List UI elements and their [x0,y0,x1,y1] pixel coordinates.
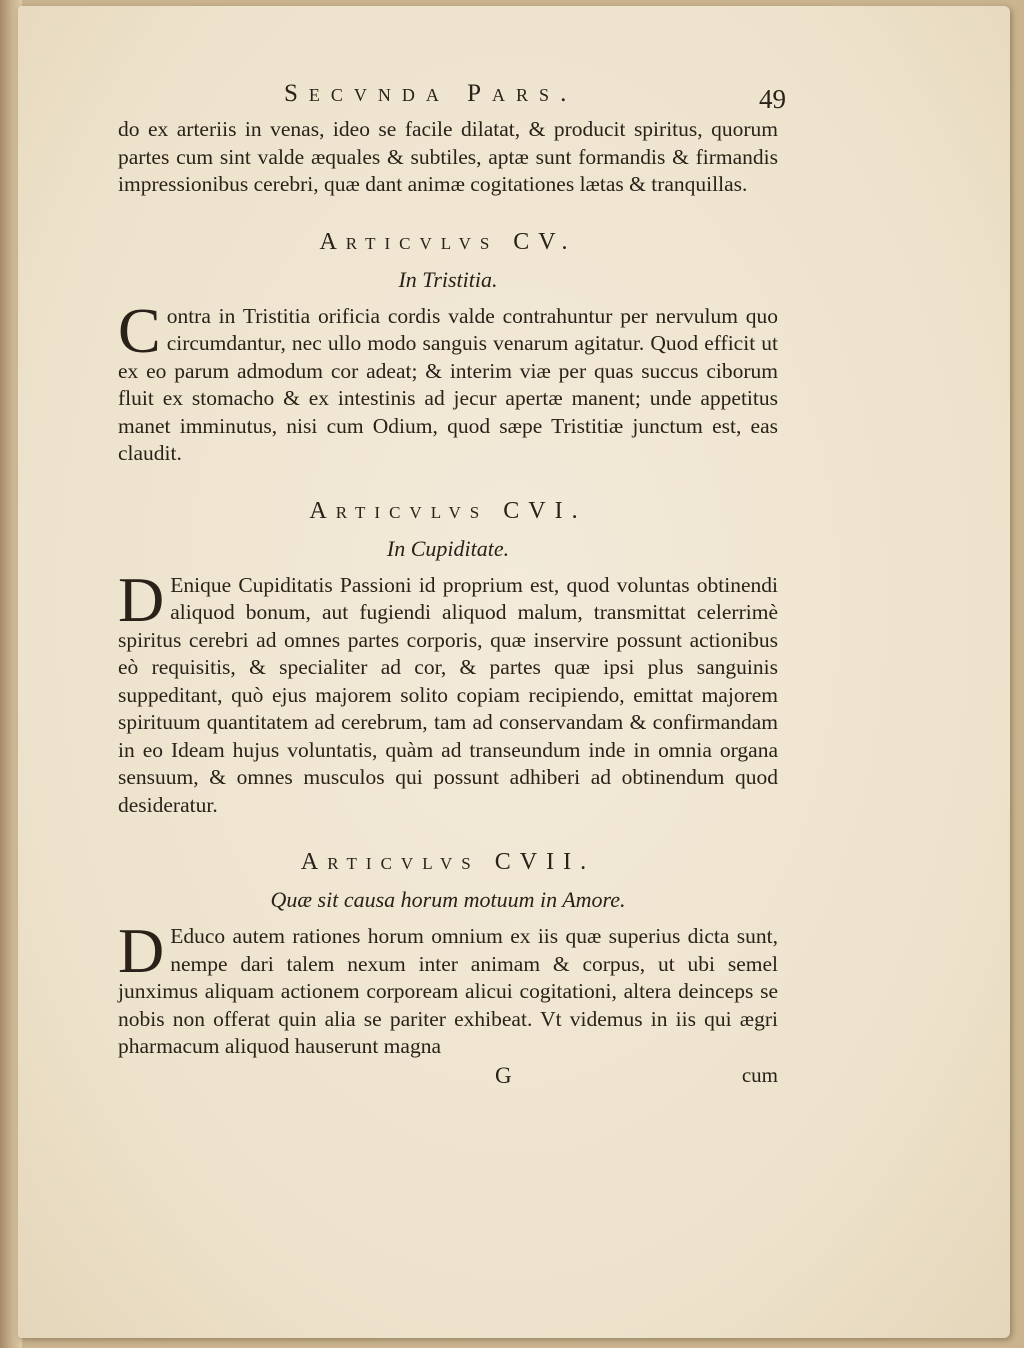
catchword: cum [741,1062,778,1087]
signature-mark: G [495,1062,512,1088]
page-number: 49 [759,84,786,114]
article-subtitle: Quæ sit causa horum motuum in Amore. [270,887,626,912]
article-body: Educo autem rationes horum omnium ex iis quæ superius dicta sunt, nempe dari talem nexum inter animam & corpus, ut ubi semel junximus aliquam actionem corpoream alicui cogitationi, altera deinceps se nobis non offerat quin alia se pariter exhibeat. Vt videmus in iis qui ægri pharmacum aliquod hauserunt magna [118,924,778,1058]
book-page [18,6,1010,1338]
page-content [118,80,786,1093]
article-body: Enique Cupiditatis Passioni id proprium est, quod voluntas obtinendi aliquod bonum, aut fugiendi aliquod malum, transmittat celerrimè spiritus cerebri ad omnes partes corporis, quæ inservire possunt actionibus eò requisitis, & specialiter ad cor, & partes quæ ipsi plus sanguinis suppeditant, quò ejus majorem solito copiam recipiendo, emittat majorem spirituum quantitatem ad cerebrum, tam ad conservandam & confirmandam in eo Ideam hujus voluntatis, quàm ad transeundum inde in omnia organa sensuum, & omnes musculos qui possunt adhiberi ad obtinendum quod desideratur. [118,572,778,817]
article-text [118,563,778,820]
article-heading: Articvlvs CVI. [309,497,587,524]
page-footer [118,1063,778,1093]
article-cvi [118,498,778,820]
article-cv [118,229,778,468]
article-text [118,915,778,1061]
drop-cap: D [118,563,165,635]
continuation-paragraph: do ex arteriis in venas, ideo se facile dilatat, & producit spiritus, quorum partes cum sint valde æquales & subtiles, aptæ sunt formandis & firmandis impressionibus cerebri, quæ dant animæ cogitationes lætas & tranquillas. [118,117,778,196]
article-cvii [118,849,778,1061]
drop-cap: C [118,294,161,366]
running-title: Secvnda Pars. [284,80,578,107]
article-text [118,294,778,468]
drop-cap: D [118,915,165,986]
article-subtitle: In Cupiditate. [386,535,510,561]
article-subtitle: In Tristitia. [398,266,498,292]
article-body: ontra in Tristitia orificia cordis valde contrahuntur per nervulum quo circumdantur, nec ullo modo sanguis venarum agitatur. Quod efficit ut ex eo parum admodum cor adeat; & interim viæ per quas succus ciborum fluit ex stomacho & ex intestinis ad jecur apertæ manent; unde appetitus manet imminutus, nisi cum Odium, quod sæpe Tristitiæ junctum est, eas claudit. [118,303,778,465]
article-heading: Articvlvs CV. [319,228,577,255]
running-head [118,80,786,116]
article-heading: Articvlvs CVII. [300,849,596,875]
